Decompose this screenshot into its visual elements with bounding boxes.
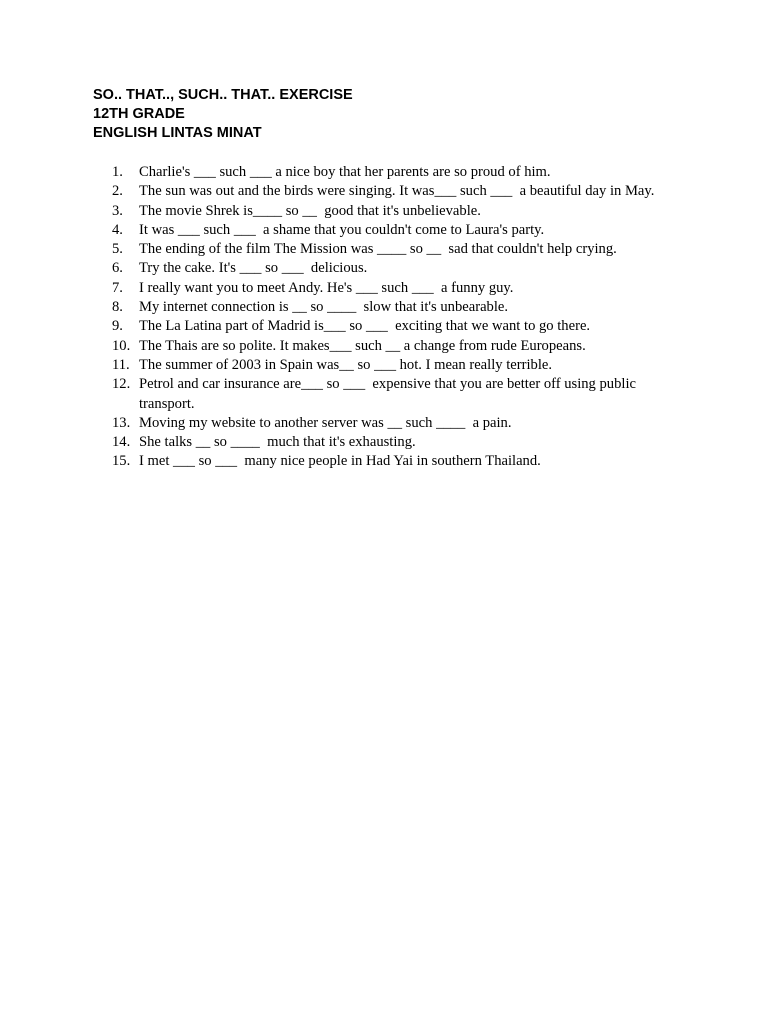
exercise-number: 5. bbox=[112, 241, 123, 258]
exercise-item bbox=[112, 279, 682, 298]
exercise-number: 1. bbox=[112, 164, 123, 180]
exercise-text: She talks __ so ____ much that it's exhausting. bbox=[139, 434, 416, 451]
exercise-number: 4. bbox=[112, 221, 123, 238]
exercise-item bbox=[112, 337, 682, 356]
exercise-text: The sun was out and the birds were singing. It was___ such ___ a beautiful day in May. bbox=[139, 183, 655, 200]
exercise-number: 13. bbox=[112, 414, 131, 431]
exercise-number: 9. bbox=[112, 318, 123, 335]
subject-label: ENGLISH LINTAS MINAT bbox=[93, 125, 262, 141]
exercise-number: 12. bbox=[112, 376, 131, 393]
exercise-list bbox=[112, 163, 682, 472]
exercise-text: The ending of the film The Mission was ____ so __ sad that couldn't help crying. bbox=[139, 241, 617, 258]
exercise-number: 6. bbox=[112, 260, 123, 277]
exercise-number: 11. bbox=[112, 356, 130, 373]
exercise-text: My internet connection is __ so ____ slow that it's unbearable. bbox=[139, 299, 509, 316]
exercise-text: The La Latina part of Madrid is___ so ___ exciting that we want to go there. bbox=[139, 318, 591, 335]
exercise-number: 3. bbox=[112, 202, 123, 219]
exercise-text: Charlie's ___ such ___ a nice boy that her parents are so proud of him. bbox=[139, 164, 551, 180]
exercise-text: Try the cake. It's ___ so ___ delicious. bbox=[139, 260, 368, 277]
exercise-item bbox=[112, 414, 682, 433]
exercise-text: Petrol and car insurance are___ so ___ expensive that you are better off using public transport. bbox=[139, 376, 640, 412]
exercise-text: I met ___ so ___ many nice people in Had Yai in southern Thailand. bbox=[139, 453, 541, 470]
exercise-item bbox=[112, 240, 682, 259]
document-header bbox=[93, 86, 353, 143]
exercise-item bbox=[112, 375, 682, 414]
exercise-number: 10. bbox=[112, 337, 131, 354]
exercise-item bbox=[112, 356, 682, 375]
exercise-item bbox=[112, 298, 682, 317]
exercise-text: The Thais are so polite. It makes___ such __ a change from rude Europeans. bbox=[139, 337, 586, 354]
exercise-item bbox=[112, 202, 682, 221]
exercise-item bbox=[112, 163, 682, 182]
exercise-title: SO.. THAT.., SUCH.. THAT.. EXERCISE bbox=[93, 87, 353, 103]
exercise-item bbox=[112, 317, 682, 336]
exercise-text: The summer of 2003 in Spain was__ so ___ hot. I mean really terrible. bbox=[139, 356, 552, 373]
exercise-number: 2. bbox=[112, 183, 123, 200]
exercise-text: It was ___ such ___ a shame that you couldn't come to Laura's party. bbox=[139, 221, 545, 238]
exercise-item bbox=[112, 182, 682, 201]
exercise-text: The movie Shrek is____ so __ good that it's unbelievable. bbox=[139, 202, 481, 219]
exercise-item bbox=[112, 452, 682, 471]
exercise-number: 14. bbox=[112, 434, 131, 451]
exercise-item bbox=[112, 221, 682, 240]
exercise-number: 7. bbox=[112, 279, 123, 296]
grade-label: 12TH GRADE bbox=[93, 106, 185, 122]
exercise-text: I really want you to meet Andy. He's ___ such ___ a funny guy. bbox=[139, 279, 514, 296]
exercise-item bbox=[112, 259, 682, 278]
exercise-item bbox=[112, 433, 682, 452]
exercise-number: 15. bbox=[112, 453, 131, 470]
exercise-number: 8. bbox=[112, 299, 123, 316]
exercise-text: Moving my website to another server was __ such ____ a pain. bbox=[139, 414, 512, 431]
